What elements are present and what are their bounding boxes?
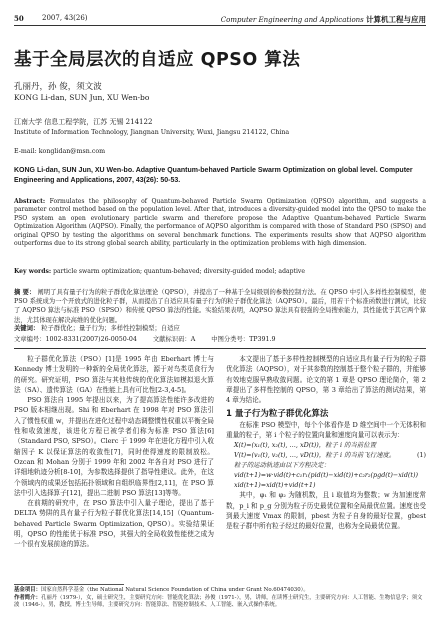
authors-en: KONG Li-dan, SUN Jun, XU Wen-bo [14, 93, 150, 102]
fund-note [14, 587, 426, 595]
equation-block [226, 440, 426, 490]
abstract-cn-text: 阐明了具有量子行为的粒子群优化算法理论（QPSO），并提出了一种基于全局级别的参数控制方法。在 QPSO 中引入多样性控制模型，使 PSO 系统成为一个开放式的进化粒子群，从而提出了自适应具有量子行为的粒子群优化算法（AQPSO）。最后，用若干个标准函数进行测试，比较了 AQPSO 算法与标准 PSO（SPSO）和传统 QPSO 算法的性能。实验结果表明，AQPSO 算法具有很强的全局搜索能力，其性能优于其它两个算法，尤其体现在解决高维的优化问题。 [14, 289, 426, 324]
body-paragraph: PSO 算法自 1995 年提出以来，为了提高算法性能许多改进的 PSO 版本相继出现。Shi 和 Eberhart 在 1998 年对 PSO 算法引入了惯性权重 w，并提出在进化过程中动态调整惯性权重以平衡全局性和收敛速度，该进化方程已被学者们称为标准 PSO 算法[6]（Standard PSO, SPSO）。Clerc 于 1999 年在进化方程中引入收缩因子 K 以保证算法的收敛性[7]，同时使得速度的限制放松。Ozcan 和 Mohan 分别于 1999 年和 2002 年各自对 PSO 进行了详细地轨迹分析[8-10]，为参数选择提供了指导性建议。此外，在这个领域内的成果还包括拓扑领域和自组织临界性[2,11]，在 PSO 算法中引入选择算子[12]，提出二进制 PSO 算法[13]等等。 [14, 396, 214, 497]
body-paragraph: 本文提出了基于多样性控制模型的自适应具有量子行为的粒子群优化算法（AQPSO），对于其参数的控制基于整个粒子群的，并能够有效地克服早熟收敛问题。论文的第 1 章是 QPSO 理论简介，第 2 章提出了多样性控制的 QPSO，第 3 章给出了算法的测试结果，第 4 章为结论。 [226, 355, 426, 405]
fund-label: 基金项目： [14, 587, 41, 593]
author-email: E-mail: konglidan@msn.com [14, 148, 106, 155]
doc-code: 文献标识码：A [152, 336, 196, 343]
equation-line: xid(t+1)=xid(t)+vid(t+1) [234, 481, 316, 490]
equation-line: 粒子的运动轨迹由以下方程决定： [234, 461, 330, 470]
abstract-en [14, 198, 426, 248]
keywords-en-text: particle swarm optimization; quantum-behaved; diversity-guided model; adaptive [53, 268, 305, 275]
author-bio [14, 595, 426, 610]
keywords-en [14, 268, 426, 276]
keywords-cn-text: 粒子群优化；量子行为；多样性控制模型；自适应 [41, 325, 180, 332]
authors-cn: 孔丽丹，孙 俊，须文波 [14, 82, 102, 92]
equation-line: V(t)=(v₁(t), v₂(t), …, vD(t))，粒子 i 的当前飞行速度。 [234, 451, 396, 460]
affiliation-cn: 江南大学 信息工程学院，江苏 无锡 214122 [14, 118, 153, 126]
keywords-cn [14, 324, 426, 333]
keywords-en-label: Key words: [14, 268, 52, 275]
abstract-cn-label: 摘 要： [14, 289, 36, 296]
affiliation-en: Institute of Information Technology, Jiangnan University, Wuxi, Jiangsu 214122, China [14, 129, 290, 136]
fund-text: 国家自然科学基金（the National Natural Science Foundation of China under Grant No.60474030）。 [40, 587, 309, 593]
body-column-right [226, 354, 426, 532]
body-paragraph: 在标准 PSO 模型中，每个个体看作是 D 维空间中一个无体积和重量的粒子，第 i 个粒子的位置向量和速度向量可以表示为： [226, 420, 426, 440]
bio-label: 作者简介： [14, 594, 41, 601]
article-meta [14, 335, 426, 344]
footnotes [14, 587, 426, 610]
keywords-cn-label: 关键词： [14, 325, 40, 332]
issue-info: 2007, 43(26) [42, 14, 88, 22]
section-heading: 1 量子行为粒子群优化算法 [226, 409, 329, 420]
body-paragraph: 其中，φ₁ 和 φ₂ 为随机数，且 i 取值均为整数；w 为加速度常数，p_i 和 p_g 分别为粒子历史最优位置和全局最优位置。速度也受到最大速度 Vmax 的限制，pbest 为粒子自身的最好位置，gbest 是粒子群中所有粒子经过的最好位置，也称为全局最优位置。 [226, 491, 426, 531]
abstract-en-text: Formulates the philosophy of Quantum-behaved Particle Swarm Optimization (QPSO) algorithm, and suggests a parameter control method based on the population level. After that, introduces a diversity-guided model into the QPSO to make the PSO system an open evolutionary particle swarm and therefore propose the Adaptive Quantum-behaved Particle Swarm Optimization Algorithm (AQPSO). Finally, the performance of AQPSO algorithm is compared with those of Standard PSO (SPSO) and original QPSO by testing the algorithms on several benchmark functions. The experiments results show that AQPSO algorithm outperforms due to its strong global search ability, particularly in the optimization problems with high dimension. [14, 198, 426, 248]
equation-line: X(t)=(x₁(t), x₂(t), …, xD(t))，粒子 i 的当前位置 [234, 441, 376, 450]
clc-number: 中图分类号：TP391.9 [211, 336, 276, 343]
equation-number: (1) [416, 451, 426, 460]
footnote-divider [14, 584, 124, 585]
body-paragraph: 粒子群优化算法（PSO）[1]是 1995 年由 Eberhart 博士与 Kennedy 博士发明的一种新的全局优化算法，源于对鸟类觅食行为的研究。研究证明，PSO 算法与其他传统的优化算法如模拟退火算法（SA）、遗传算法（GA）在性能上具有可比性[2-3,4-5]。 [14, 355, 214, 394]
equation-line: vid(t+1)=w·vid(t)+c₁r₁(pid(t)−xid(t))+c₂r₂(pgd(t)−xid(t)) [234, 471, 418, 480]
journal-name [221, 14, 426, 25]
body-column-left [14, 354, 214, 550]
divider [14, 348, 426, 349]
running-header [14, 12, 426, 26]
body-paragraph: 在前期的研究中，在 PSO 算法中引入量子理论，提出了基于 DELTA 势阱的具有量子行为粒子群优化算法[14,15]（Quantum-behaved Particle Swarm Optimization, QPSO）。实验结果证明，QPSO 的性能优于标准 PSO，其强大的全局收敛性能使之成为一个很有发展前途的算法。 [14, 499, 214, 549]
citation: KONG Li-dan, SUN Jun, XU Wen-bo. Adaptive Quantum-behaved Particle Swarm Optimization on global level. Computer Engineering and Applications, 2007, 43(26): 50-53. [14, 167, 413, 184]
journal-name-cn: 计算机工程与应用 [366, 15, 426, 24]
journal-name-en: Computer Engineering and Applications [220, 16, 364, 24]
doc-id: 文章编号：1002-8331(2007)26-0050-04 [14, 336, 137, 343]
bio-text: 孔丽丹（1979-），女，硕士研究生，主要研究方向：智能优化算法；孙俊（1971-），男，讲师，在读博士研究生，主要研究方向：人工智能、生物信息学；须文波（1946-），男，教授，博士生导师，主要研究方向：智能算法、智能控制技术、人工智能、嵌入式操作系统。 [14, 594, 423, 608]
paper-title: 基于全局层次的自适应 QPSO 算法 [14, 50, 301, 70]
abstract-en-label: Abstract: [14, 198, 46, 205]
page-number: 50 [14, 14, 24, 23]
abstract-cn [14, 288, 426, 325]
